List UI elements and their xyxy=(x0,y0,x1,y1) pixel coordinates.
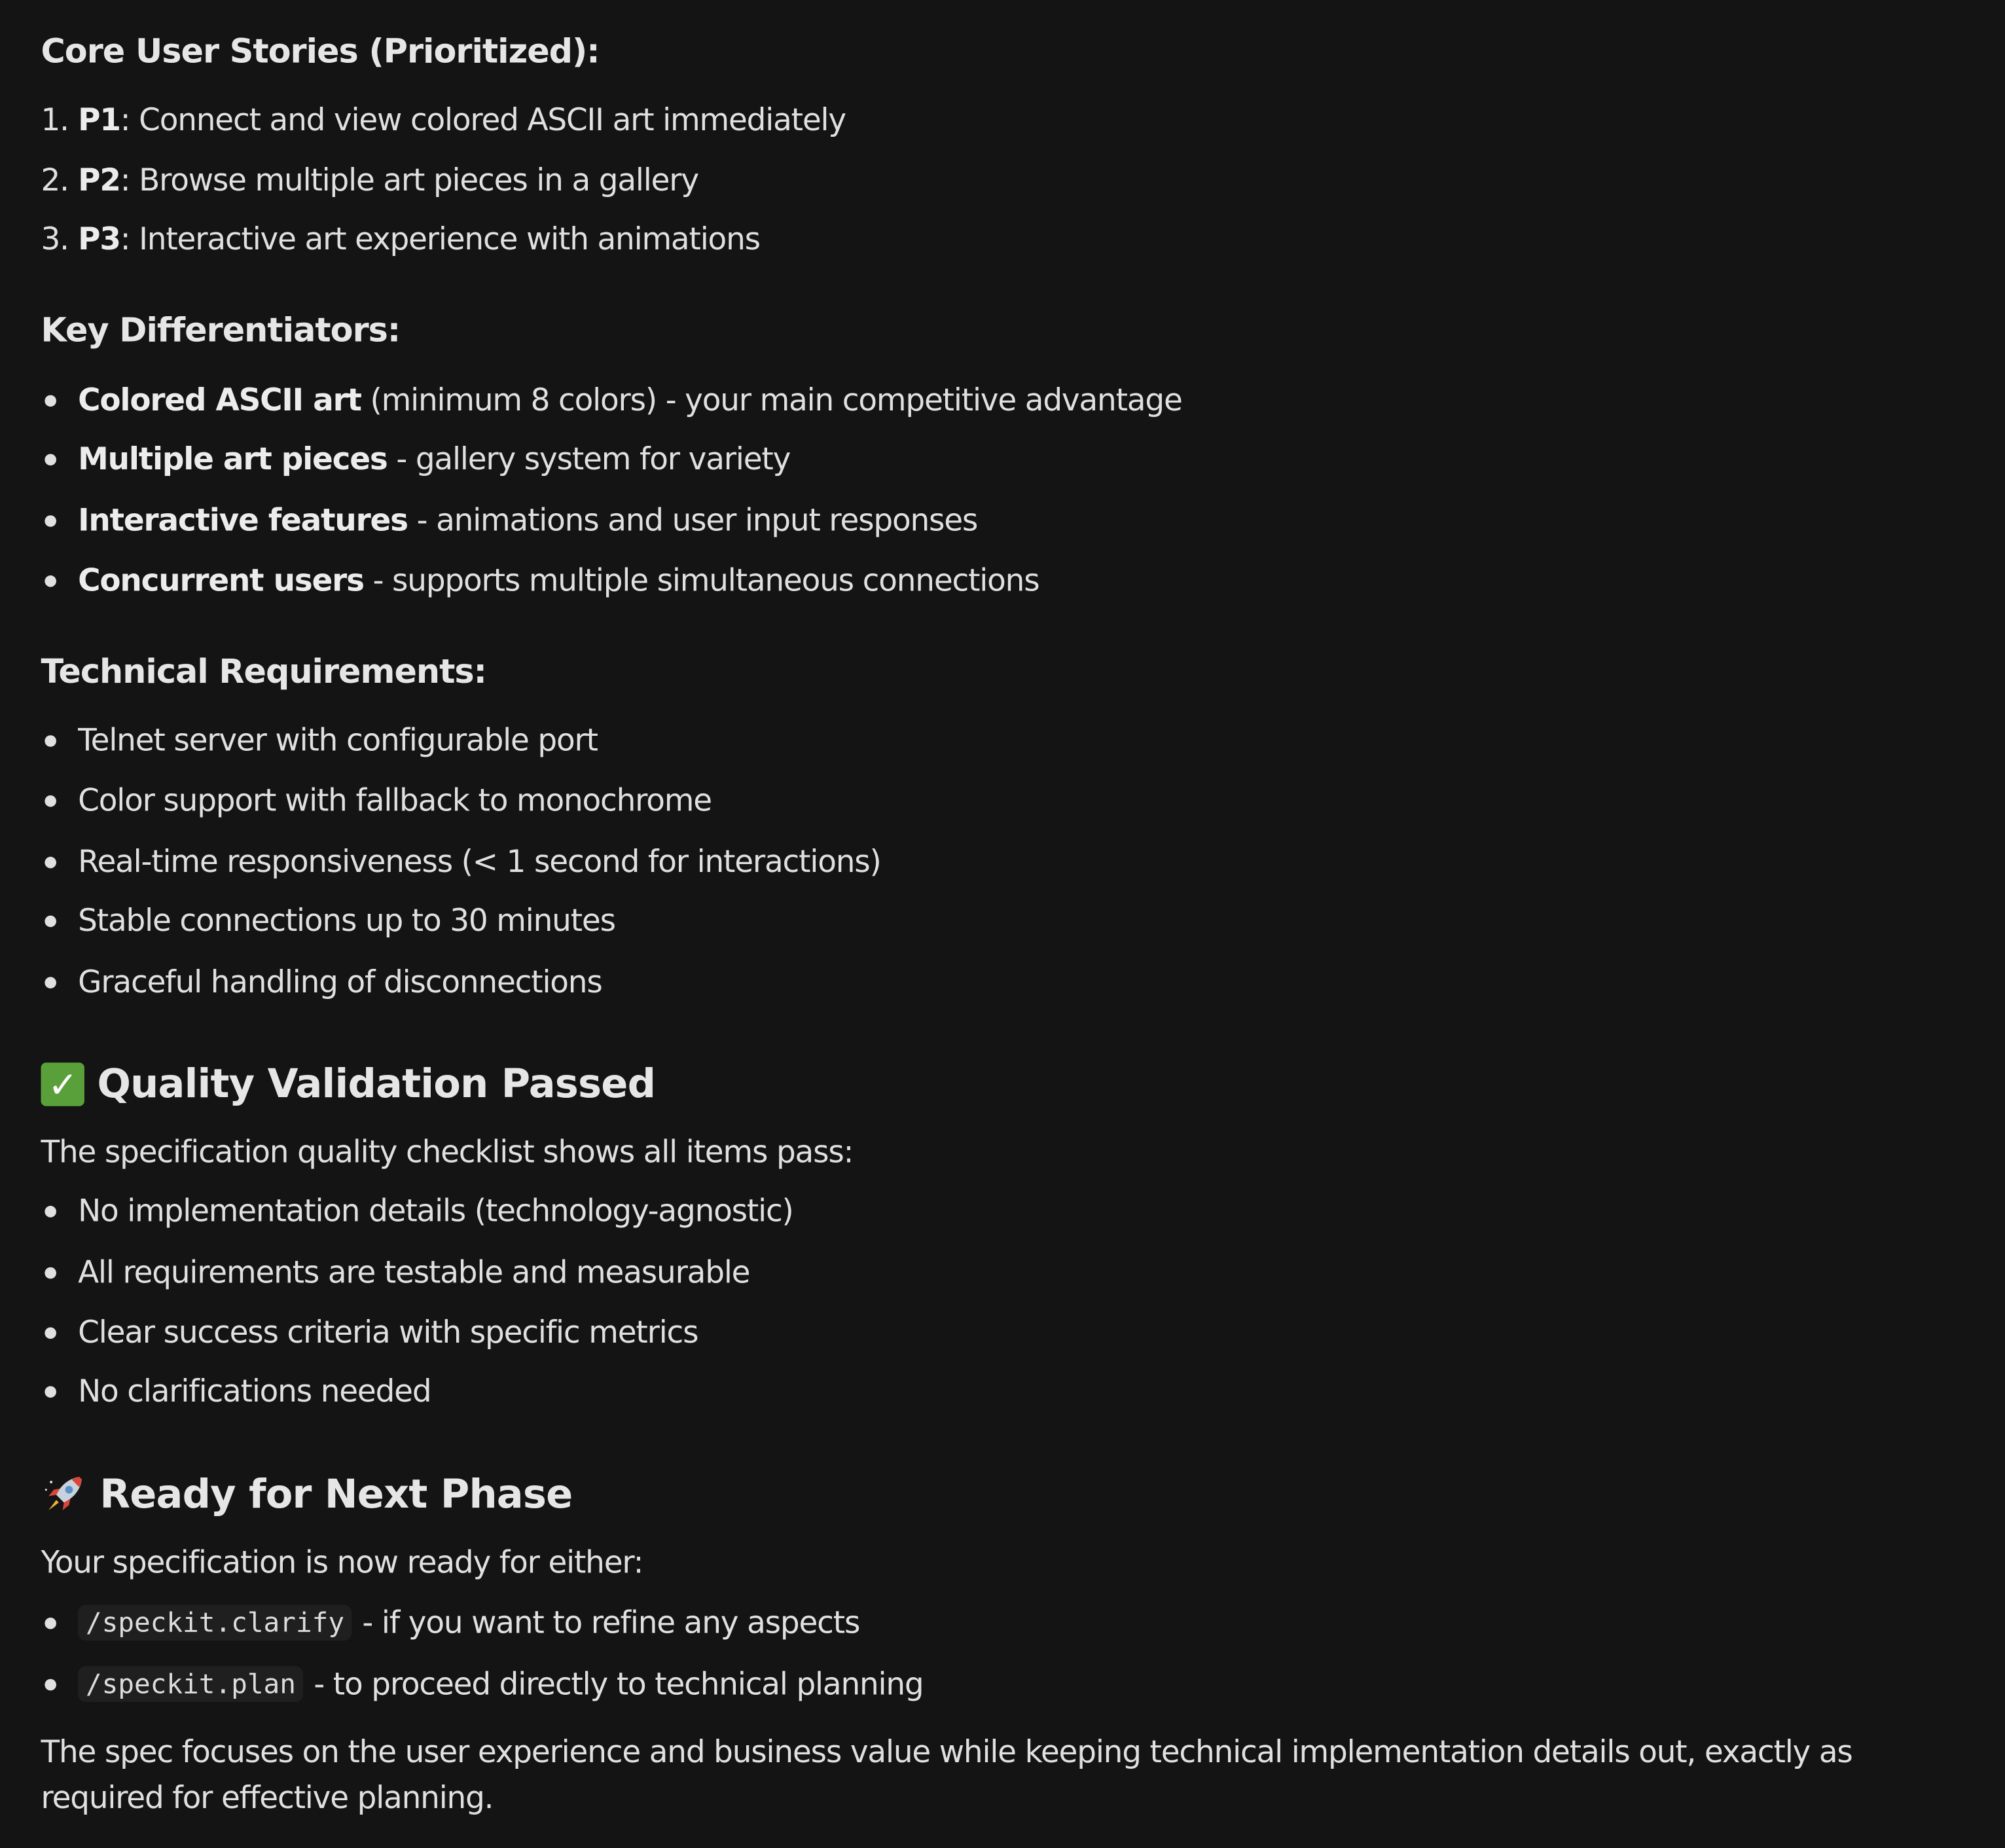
list-item: Interactive features - animations and user input responses xyxy=(41,503,978,539)
list-item: 3. P3 : Interactive art experience with animations xyxy=(41,221,760,257)
quality-intro: The specification quality checklist shows all items pass: xyxy=(41,1134,854,1170)
list-item: /speckit.plan - to proceed directly to technical planning xyxy=(41,1666,924,1702)
next-phase-intro: Your specification is now ready for either: xyxy=(41,1544,643,1581)
bullet-icon xyxy=(41,734,79,746)
bullet-icon xyxy=(41,575,79,587)
bullet-icon xyxy=(41,453,79,465)
closing-paragraph: The spec focuses on the user experience and business value while keeping technical implementation details out, exactly as required for effective planning. xyxy=(41,1733,1852,1816)
list-item: Stable connections up to 30 minutes xyxy=(41,903,615,939)
bullet-icon xyxy=(41,976,79,988)
bullet-icon xyxy=(41,1327,79,1339)
bullet-icon xyxy=(41,395,79,407)
command-speckit-plan: /speckit.plan xyxy=(78,1666,304,1702)
list-item: 1. P1 : Connect and view colored ASCII art immediately xyxy=(41,102,846,138)
list-item: Concurrent users - supports multiple simultaneous connections xyxy=(41,562,1039,598)
list-item: 2. P2 : Browse multiple art pieces in a gallery xyxy=(41,162,698,198)
list-item: Color support with fallback to monochrome xyxy=(41,782,712,818)
rocket-icon xyxy=(41,1472,87,1517)
heading-ready-next-phase: Ready for Next Phase xyxy=(41,1472,573,1517)
list-item: Telnet server with configurable port xyxy=(41,723,598,759)
bullet-icon xyxy=(41,515,79,526)
bullet-icon xyxy=(41,795,79,806)
command-speckit-clarify: /speckit.clarify xyxy=(78,1605,352,1641)
list-item: Clear success criteria with specific metrics xyxy=(41,1314,698,1350)
heading-technical-requirements: Technical Requirements: xyxy=(41,653,487,692)
bullet-icon xyxy=(41,1267,79,1278)
list-item: /speckit.clarify - if you want to refine any aspects xyxy=(41,1605,860,1641)
list-item: No implementation details (technology-agnostic) xyxy=(41,1193,793,1229)
list-item: Colored ASCII art (minimum 8 colors) - your main competitive advantage xyxy=(41,382,1182,418)
heading-core-user-stories: Core User Stories (Prioritized): xyxy=(41,33,600,72)
bullet-icon xyxy=(41,1678,79,1690)
list-item: Multiple art pieces - gallery system for variety xyxy=(41,441,791,477)
list-item: No clarifications needed xyxy=(41,1373,431,1409)
bullet-icon xyxy=(41,915,79,927)
bullet-icon xyxy=(41,856,79,868)
list-item: All requirements are testable and measurable xyxy=(41,1254,750,1290)
heading-quality-validation: ✓ Quality Validation Passed xyxy=(41,1061,656,1107)
list-item: Graceful handling of disconnections xyxy=(41,964,602,1000)
bullet-icon xyxy=(41,1205,79,1217)
bullet-icon xyxy=(41,1386,79,1398)
list-item: Real-time responsiveness (< 1 second for interactions) xyxy=(41,844,881,880)
check-mark-icon: ✓ xyxy=(41,1062,84,1106)
heading-key-differentiators: Key Differentiators: xyxy=(41,312,401,351)
bullet-icon xyxy=(41,1617,79,1629)
